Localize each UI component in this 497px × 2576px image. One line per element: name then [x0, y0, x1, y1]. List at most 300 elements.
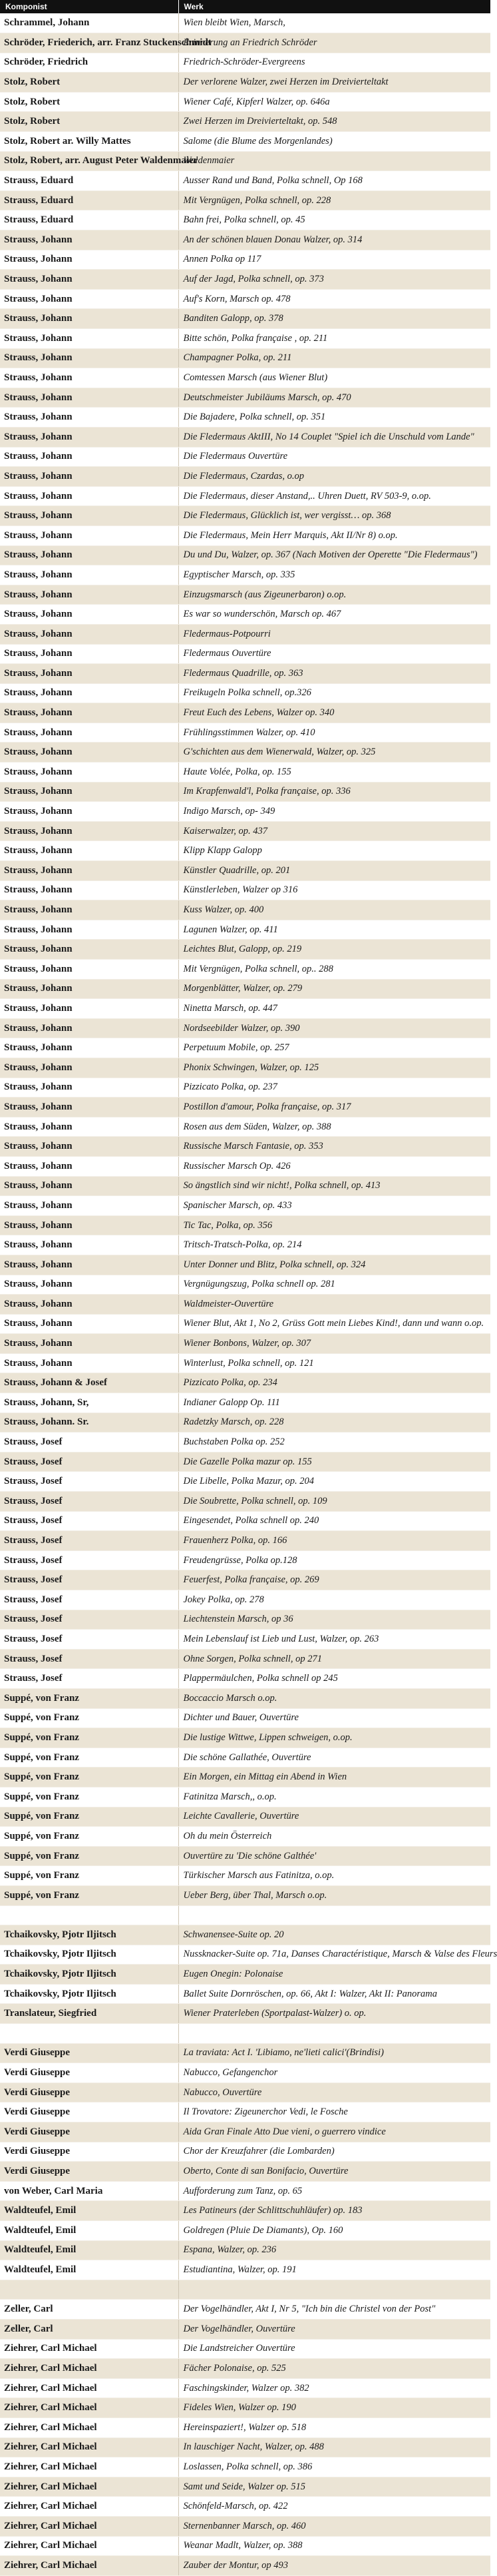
work-cell: Wiener Praterleben (Sportpalast-Walzer) o. op.: [178, 2004, 490, 2024]
composer-cell: Strauss, Johann: [0, 427, 178, 447]
work-cell: Friedrich-Schröder-Evergreens: [178, 53, 490, 73]
composer-cell: Waldteufel, Emil: [0, 2221, 178, 2241]
work-cell: Waldmeister-Ouvertüre: [178, 1295, 490, 1315]
table-row: [0, 2457, 490, 2477]
table-row: [0, 2181, 490, 2201]
composer-cell: [0, 2024, 178, 2044]
table-row: [0, 1807, 490, 1827]
composer-cell: Strauss, Johann: [0, 861, 178, 881]
composer-cell: Strauss, Johann: [0, 782, 178, 802]
table-row: [0, 1472, 490, 1492]
composer-cell: Strauss, Josef: [0, 1452, 178, 1472]
table-row: [0, 2043, 490, 2063]
work-cell: Der Vogelhändler, Akt I, Nr 5, "Ich bin die Christel von der Post": [178, 2300, 490, 2320]
work-cell: Weanar Madlt, Walzer, op. 388: [178, 2536, 490, 2556]
composer-cell: Waldteufel, Emil: [0, 2260, 178, 2280]
table-row: [0, 1117, 490, 1137]
table-row: [0, 1846, 490, 1866]
composer-cell: Strauss, Johann. Sr.: [0, 1413, 178, 1433]
work-cell: An der schönen blauen Donau Walzer, op. 314: [178, 230, 490, 250]
composer-cell: Strauss, Johann: [0, 329, 178, 349]
work-cell: Unter Donner und Blitz, Polka schnell, op. 324: [178, 1255, 490, 1275]
composer-cell: Strauss, Josef: [0, 1433, 178, 1452]
composer-cell: Strauss, Johann: [0, 821, 178, 841]
work-cell: Hereinspaziert!, Walzer op. 518: [178, 2417, 490, 2437]
work-cell: Auf's Korn, Marsch op. 478: [178, 289, 490, 309]
table-row: [0, 802, 490, 822]
table-row: [0, 960, 490, 980]
work-cell: Die Libelle, Polka Mazur, op. 204: [178, 1472, 490, 1492]
work-cell: Türkischer Marsch aus Fatinitza, o.op.: [178, 1866, 490, 1886]
composer-cell: Strauss, Johann: [0, 1255, 178, 1275]
work-cell: Ninetta Marsch, op. 447: [178, 999, 490, 1019]
table-row: [0, 2398, 490, 2418]
composer-cell: Strauss, Johann: [0, 585, 178, 605]
table-row: [0, 999, 490, 1019]
composer-cell: Strauss, Johann: [0, 270, 178, 290]
work-cell: Tic Tac, Polka, op. 356: [178, 1215, 490, 1235]
work-cell: Radetzky Marsch, op. 228: [178, 1413, 490, 1433]
composer-cell: Ziehrer, Carl Michael: [0, 2378, 178, 2398]
work-cell: Feuerfest, Polka française, op. 269: [178, 1570, 490, 1590]
composer-cell: Strauss, Johann: [0, 723, 178, 743]
table-row: [0, 782, 490, 802]
table-row: [0, 1078, 490, 1098]
table-row: [0, 289, 490, 309]
composer-cell: Suppé, von Franz: [0, 1807, 178, 1827]
table-row: [0, 1649, 490, 1669]
composer-cell: Verdi Giuseppe: [0, 2102, 178, 2122]
work-cell: Salome (die Blume des Morgenlandes): [178, 132, 490, 152]
work-cell: Fledermaus-Potpourri: [178, 624, 490, 644]
composer-cell: Strauss, Johann: [0, 348, 178, 368]
table-row: [0, 545, 490, 565]
composer-cell: Strauss, Josef: [0, 1492, 178, 1512]
work-cell: Die Fledermaus, Czardas, o.op: [178, 467, 490, 487]
work-cell: Haute Volée, Polka, op. 155: [178, 763, 490, 783]
composer-cell: Schröder, Friedrich: [0, 53, 178, 73]
composer-cell: Strauss, Johann: [0, 506, 178, 526]
work-cell: Annen Polka op 117: [178, 250, 490, 270]
work-cell: Liechtenstein Marsch, op 36: [178, 1610, 490, 1630]
composer-cell: Strauss, Johann: [0, 644, 178, 664]
work-cell: Ohne Sorgen, Polka schnell, op 271: [178, 1649, 490, 1669]
composer-cell: Strauss, Johann: [0, 250, 178, 270]
work-cell: Nabucco, Gefangenchor: [178, 2063, 490, 2083]
composer-cell: Strauss, Johann: [0, 289, 178, 309]
table-row: [0, 1531, 490, 1551]
work-cell: Freut Euch des Lebens, Walzer op. 340: [178, 703, 490, 723]
table-row: [0, 979, 490, 999]
composer-cell: Strauss, Johann: [0, 1334, 178, 1354]
composer-cell: Strauss, Johann: [0, 368, 178, 388]
work-cell: Im Krapfenwald'l, Polka française, op. 336: [178, 782, 490, 802]
composer-cell: Stolz, Robert: [0, 112, 178, 132]
table-row: [0, 525, 490, 545]
composer-cell: Strauss, Josef: [0, 1550, 178, 1570]
table-row: [0, 348, 490, 368]
composer-cell: Strauss, Johann: [0, 841, 178, 861]
composer-cell: Strauss, Josef: [0, 1630, 178, 1650]
table-row: [0, 1393, 490, 1413]
table-row: [0, 2417, 490, 2437]
composer-cell: Strauss, Johann: [0, 880, 178, 900]
work-cell: Klipp Klapp Galopp: [178, 841, 490, 861]
table-row: [0, 1137, 490, 1157]
table-row: [0, 1373, 490, 1393]
work-cell: Die Bajadere, Polka schnell, op. 351: [178, 408, 490, 428]
work-cell: Ballet Suite Dornröschen, op. 66, Akt I: Walzer, Akt II: Panorama: [178, 1984, 490, 2004]
composer-cell: Strauss, Johann: [0, 605, 178, 625]
table-row: [0, 1610, 490, 1630]
work-cell: Goldregen (Pluie De Diamants), Op. 160: [178, 2221, 490, 2241]
table-row: [0, 33, 490, 53]
composer-cell: Verdi Giuseppe: [0, 2063, 178, 2083]
composer-cell: [0, 2280, 178, 2300]
composer-cell: Strauss, Johann: [0, 309, 178, 329]
work-cell: Die Fledermaus, dieser Anstand,.. Uhren Duett, RV 503-9, o.op.: [178, 486, 490, 506]
work-cell: Der verlorene Walzer, zwei Herzen im Dreivierteltakt: [178, 73, 490, 93]
table-row: [0, 1965, 490, 1985]
table-row: [0, 171, 490, 191]
composer-cell: Strauss, Johann: [0, 1295, 178, 1315]
composer-cell: Strauss, Johann: [0, 940, 178, 960]
work-cell: Plappermäulchen, Polka schnell op 245: [178, 1669, 490, 1689]
composer-cell: Strauss, Johann: [0, 388, 178, 408]
table-row: [0, 467, 490, 487]
composer-cell: Schrammel, Johann: [0, 13, 178, 33]
composer-cell: Strauss, Johann: [0, 1196, 178, 1216]
composer-cell: Ziehrer, Carl Michael: [0, 2457, 178, 2477]
work-cell: Ouvertüre zu 'Die schöne Galthée': [178, 1846, 490, 1866]
composer-cell: Tchaikovsky, Pjotr Iljitsch: [0, 1925, 178, 1945]
table-row: [0, 309, 490, 329]
work-cell: Die Landstreicher Ouvertüre: [178, 2339, 490, 2359]
table-row: [0, 723, 490, 743]
work-cell: Tritsch-Tratsch-Polka, op. 214: [178, 1235, 490, 1255]
composer-cell: Suppé, von Franz: [0, 1728, 178, 1748]
table-row: [0, 1018, 490, 1038]
work-cell: Schwanensee-Suite op. 20: [178, 1925, 490, 1945]
composer-cell: Suppé, von Franz: [0, 1866, 178, 1886]
work-cell: Die Fledermaus, Mein Herr Marquis, Akt II/Nr 8) o.op.: [178, 525, 490, 545]
work-cell: Wiener Café, Kipferl Walzer, op. 646a: [178, 92, 490, 112]
work-cell: Zauber der Montur, op 493: [178, 2556, 490, 2576]
composer-cell: Ziehrer, Carl Michael: [0, 2497, 178, 2517]
work-cell: Ueber Berg, über Thal, Marsch o.op.: [178, 1885, 490, 1905]
work-cell: Deutschmeister Jubiläums Marsch, op. 470: [178, 388, 490, 408]
composer-cell: Verdi Giuseppe: [0, 2043, 178, 2063]
work-cell: Samt und Seide, Walzer op. 515: [178, 2477, 490, 2497]
table-row: [0, 2556, 490, 2576]
composer-cell: Strauss, Josef: [0, 1610, 178, 1630]
table-row: [0, 605, 490, 625]
composer-cell: Ziehrer, Carl Michael: [0, 2339, 178, 2359]
table-row: [0, 53, 490, 73]
table-header: [0, 0, 490, 13]
work-cell: Künstler Quadrille, op. 201: [178, 861, 490, 881]
composer-cell: Strauss, Johann: [0, 1018, 178, 1038]
work-cell: Kuss Walzer, op. 400: [178, 900, 490, 920]
composer-cell: Strauss, Josef: [0, 1531, 178, 1551]
table-row: [0, 1768, 490, 1787]
composer-cell: Waldteufel, Emil: [0, 2201, 178, 2221]
table-row: [0, 1688, 490, 1708]
composer-cell: Strauss, Johann, Sr,: [0, 1393, 178, 1413]
composer-cell: von Weber, Carl Maria: [0, 2181, 178, 2201]
work-cell: Winterlust, Polka schnell, op. 121: [178, 1353, 490, 1373]
work-cell: Wiener Blut, Akt 1, No 2, Grüss Gott mein Liebes Kind!, dann und wann o.op.: [178, 1314, 490, 1334]
table-row: [0, 1353, 490, 1373]
composer-cell: Strauss, Johann: [0, 1058, 178, 1078]
table-row: [0, 1708, 490, 1728]
table-row: [0, 2004, 490, 2024]
work-cell: Fledermaus Ouvertüre: [178, 644, 490, 664]
table-row: [0, 13, 490, 33]
table-row: [0, 408, 490, 428]
work-cell: Jokey Polka, op. 278: [178, 1590, 490, 1610]
table-row: [0, 1827, 490, 1847]
composer-cell: Strauss, Johann: [0, 683, 178, 703]
table-row: [0, 1098, 490, 1118]
composer-cell: Strauss, Johann: [0, 802, 178, 822]
table-row: [0, 506, 490, 526]
composer-cell: Suppé, von Franz: [0, 1688, 178, 1708]
work-cell: Mit Vergnügen, Polka schnell, op.. 288: [178, 960, 490, 980]
composer-cell: Strauss, Johann: [0, 467, 178, 487]
table-row: [0, 486, 490, 506]
table-row: [0, 1905, 490, 1925]
composer-cell: Strauss, Johann: [0, 703, 178, 723]
work-cell: Comtessen Marsch (aus Wiener Blut): [178, 368, 490, 388]
work-cell: Fideles Wien, Walzer op. 190: [178, 2398, 490, 2418]
work-cell: Du und Du, Walzer, op. 367 (Nach Motiven der Operette "Die Fledermaus"): [178, 545, 490, 565]
table-row: [0, 841, 490, 861]
composer-cell: Ziehrer, Carl Michael: [0, 2359, 178, 2379]
table-row: [0, 1452, 490, 1472]
column-header-composer: Komponist: [0, 0, 178, 13]
composer-cell: Strauss, Eduard: [0, 171, 178, 191]
work-cell: Dichter und Bauer, Ouvertüre: [178, 1708, 490, 1728]
table-row: [0, 1550, 490, 1570]
table-row: [0, 1038, 490, 1058]
composer-cell: Strauss, Johann: [0, 1275, 178, 1295]
table-row: [0, 585, 490, 605]
work-cell: [178, 1905, 490, 1925]
composer-cell: Strauss, Johann: [0, 999, 178, 1019]
table-row: [0, 1511, 490, 1531]
table-row: [0, 2359, 490, 2379]
composer-cell: Stolz, Robert, arr. August Peter Waldenmaier: [0, 151, 178, 171]
table-row: [0, 1925, 490, 1945]
composer-cell: Strauss, Johann: [0, 525, 178, 545]
table-row: [0, 1492, 490, 1512]
composer-cell: [0, 1905, 178, 1925]
work-cell: [178, 2024, 490, 2044]
composer-cell: Strauss, Johann: [0, 1078, 178, 1098]
composer-cell: Strauss, Johann: [0, 979, 178, 999]
work-cell: Waldenmaier: [178, 151, 490, 171]
composer-cell: Strauss, Johann: [0, 1314, 178, 1334]
composer-cell: Strauss, Johann: [0, 920, 178, 940]
composer-cell: Strauss, Johann: [0, 1353, 178, 1373]
table-row: [0, 624, 490, 644]
table-row: [0, 2536, 490, 2556]
work-cell: Buchstaben Polka op. 252: [178, 1433, 490, 1452]
composer-cell: Suppé, von Franz: [0, 1846, 178, 1866]
table-row: [0, 703, 490, 723]
work-cell: Espana, Walzer, op. 236: [178, 2240, 490, 2260]
table-row: [0, 2260, 490, 2280]
work-cell: Frühlingsstimmen Walzer, op. 410: [178, 723, 490, 743]
work-cell: Die Gazelle Polka mazur op. 155: [178, 1452, 490, 1472]
composer-cell: Strauss, Josef: [0, 1570, 178, 1590]
work-cell: Bitte schön, Polka française , op. 211: [178, 329, 490, 349]
work-cell: Champagner Polka, op. 211: [178, 348, 490, 368]
table-row: [0, 2319, 490, 2339]
composer-cell: Strauss, Josef: [0, 1649, 178, 1669]
table-row: [0, 447, 490, 467]
composer-cell: Strauss, Johann: [0, 664, 178, 684]
table-row: [0, 1669, 490, 1689]
work-cell: Estudiantina, Walzer, op. 191: [178, 2260, 490, 2280]
work-cell: Oberto, Conte di san Bonifacio, Ouvertüre: [178, 2162, 490, 2182]
composer-cell: Strauss, Johann: [0, 1176, 178, 1196]
work-cell: Nordseebilder Walzer, op. 390: [178, 1018, 490, 1038]
work-cell: Aufforderung zum Tanz, op. 65: [178, 2181, 490, 2201]
work-cell: Vergnügungszug, Polka schnell op. 281: [178, 1275, 490, 1295]
table-row: [0, 1295, 490, 1315]
work-cell: Die Fledermaus Ouvertüre: [178, 447, 490, 467]
work-cell: Fächer Polonaise, op. 525: [178, 2359, 490, 2379]
table-row: [0, 1156, 490, 1176]
work-cell: Pizzicato Polka, op. 234: [178, 1373, 490, 1393]
composer-cell: Translateur, Siegfried: [0, 2004, 178, 2024]
composer-cell: Strauss, Johann: [0, 1215, 178, 1235]
work-cell: Kaiserwalzer, op. 437: [178, 821, 490, 841]
table-row: [0, 1787, 490, 1807]
work-cell: Künstlerleben, Walzer op 316: [178, 880, 490, 900]
table-row: [0, 2339, 490, 2359]
table-row: [0, 2221, 490, 2241]
table-row: [0, 2024, 490, 2044]
table-row: [0, 940, 490, 960]
table-row: [0, 2102, 490, 2122]
work-cell: Freudengrüsse, Polka op.128: [178, 1550, 490, 1570]
work-cell: Oh du mein Österreich: [178, 1827, 490, 1847]
work-cell: Freikugeln Polka schnell, op.326: [178, 683, 490, 703]
table-row: [0, 880, 490, 900]
work-cell: Ein Morgen, ein Mittag ein Abend in Wien: [178, 1768, 490, 1787]
work-cell: Fatinitza Marsch,, o.op.: [178, 1787, 490, 1807]
work-cell: Leichtes Blut, Galopp, op. 219: [178, 940, 490, 960]
table-row: [0, 1196, 490, 1216]
work-cell: In lauschiger Nacht, Walzer, op. 488: [178, 2437, 490, 2457]
composer-cell: Strauss, Johann: [0, 1117, 178, 1137]
table-row: [0, 151, 490, 171]
work-cell: Boccaccio Marsch o.op.: [178, 1688, 490, 1708]
header-row: [0, 0, 490, 13]
table-row: [0, 821, 490, 841]
composer-cell: Strauss, Johann: [0, 1098, 178, 1118]
composer-cell: Tchaikovsky, Pjotr Iljitsch: [0, 1965, 178, 1985]
table-row: [0, 743, 490, 763]
work-cell: [178, 2280, 490, 2300]
work-cell: Il Trovatore: Zigeunerchor Vedi, le Fosche: [178, 2102, 490, 2122]
work-cell: Sternenbanner Marsch, op. 460: [178, 2516, 490, 2536]
composer-cell: Stolz, Robert: [0, 73, 178, 93]
table-row: [0, 1314, 490, 1334]
work-cell: Lagunen Walzer, op. 411: [178, 920, 490, 940]
table-row: [0, 1984, 490, 2004]
table-row: [0, 2280, 490, 2300]
composer-cell: Strauss, Johann: [0, 763, 178, 783]
composer-cell: Ziehrer, Carl Michael: [0, 2398, 178, 2418]
work-cell: Mit Vergnügen, Polka schnell, op. 228: [178, 190, 490, 210]
work-cell: Indigo Marsch, op- 349: [178, 802, 490, 822]
work-cell: Spanischer Marsch, op. 433: [178, 1196, 490, 1216]
table-row: [0, 2083, 490, 2102]
work-cell: Les Patineurs (der Schlittschuhläufer) op. 183: [178, 2201, 490, 2221]
work-cell: G'schichten aus dem Wienerwald, Walzer, op. 325: [178, 743, 490, 763]
work-cell: Wien bleibt Wien, Marsch,: [178, 13, 490, 33]
work-cell: Postillon d'amour, Polka française, op. 317: [178, 1098, 490, 1118]
table-row: [0, 388, 490, 408]
composer-cell: Strauss, Josef: [0, 1472, 178, 1492]
work-cell: Ausser Rand und Band, Polka schnell, Op 168: [178, 171, 490, 191]
table-row: [0, 2162, 490, 2182]
table-row: [0, 329, 490, 349]
composer-cell: Strauss, Josef: [0, 1669, 178, 1689]
composer-cell: Strauss, Eduard: [0, 210, 178, 230]
table-row: [0, 2201, 490, 2221]
table-row: [0, 1570, 490, 1590]
column-header-work: Werk: [184, 2, 204, 11]
table-row: [0, 1945, 490, 1965]
composer-cell: Zeller, Carl: [0, 2300, 178, 2320]
work-cell: Mein Lebenslauf ist Lieb und Lust, Walzer, op. 263: [178, 1630, 490, 1650]
table-row: [0, 1728, 490, 1748]
composer-cell: Strauss, Johann: [0, 408, 178, 428]
table-row: [0, 427, 490, 447]
table-row: [0, 683, 490, 703]
work-cell: Frauenherz Polka, op. 166: [178, 1531, 490, 1551]
composer-cell: Strauss, Eduard: [0, 190, 178, 210]
composer-cell: Ziehrer, Carl Michael: [0, 2556, 178, 2576]
table-row: [0, 565, 490, 585]
composer-cell: Suppé, von Franz: [0, 1787, 178, 1807]
work-cell: Die Fledermaus, Glücklich ist, wer vergisst… op. 368: [178, 506, 490, 526]
work-cell: Die lustige Wittwe, Lippen schweigen, o.op.: [178, 1728, 490, 1748]
composer-cell: Ziehrer, Carl Michael: [0, 2477, 178, 2497]
work-cell: Rosen aus dem Süden, Walzer, op. 388: [178, 1117, 490, 1137]
work-cell: Erinnerung an Friedrich Schröder: [178, 33, 490, 53]
table-row: [0, 1334, 490, 1354]
work-cell: Chor der Kreuzfahrer (die Lombarden): [178, 2142, 490, 2162]
work-cell: Die Soubrette, Polka schnell, op. 109: [178, 1492, 490, 1512]
work-cell: Die Fledermaus AktIII, No 14 Couplet "Spiel ich die Unschuld vom Lande": [178, 427, 490, 447]
composer-cell: Strauss, Johann: [0, 743, 178, 763]
table-row: [0, 763, 490, 783]
composer-cell: Ziehrer, Carl Michael: [0, 2516, 178, 2536]
table-row: [0, 1058, 490, 1078]
table-row: [0, 250, 490, 270]
work-cell: Eugen Onegin: Polonaise: [178, 1965, 490, 1985]
table-row: [0, 1176, 490, 1196]
composer-cell: Suppé, von Franz: [0, 1885, 178, 1905]
work-cell: Nabucco, Ouvertüre: [178, 2083, 490, 2102]
composer-cell: Schröder, Friederich, arr. Franz Stuckenschmidt: [0, 33, 178, 53]
